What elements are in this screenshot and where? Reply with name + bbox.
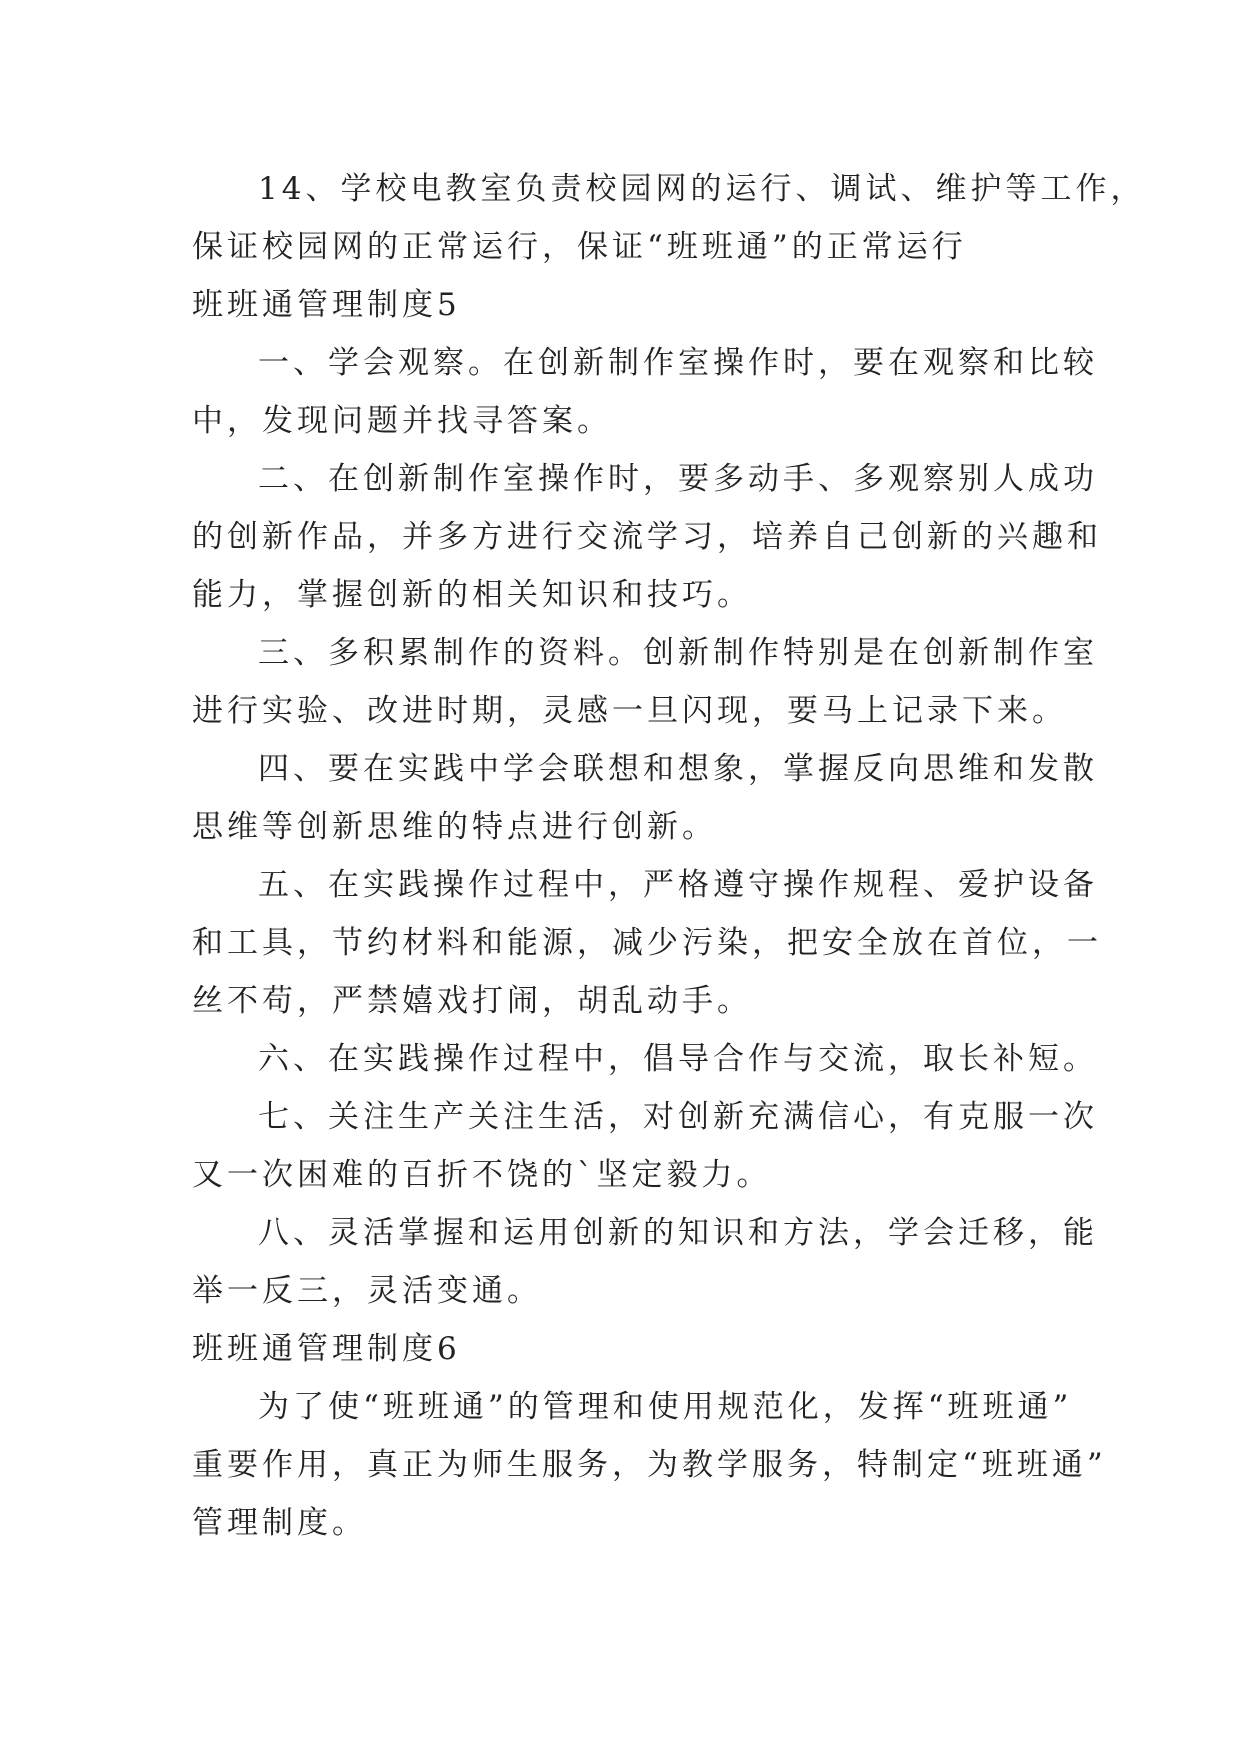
paragraph-line: 14、学校电教室负责校园网的运行、调试、维护等工作， bbox=[258, 171, 1146, 207]
heading-text: 班班通管理制度5 bbox=[192, 287, 461, 323]
paragraph-line: 七、关注生产关注生活，对创新充满信心，有克服一次 bbox=[258, 1099, 1098, 1135]
paragraph-line: 进行实验、改进时期，灵感一旦闪现，要马上记录下来。 bbox=[192, 693, 1067, 729]
paragraph-line: 的创新作品，并多方进行交流学习，培养自己创新的兴趣和 bbox=[192, 519, 1102, 555]
paragraph-line: 思维等创新思维的特点进行创新。 bbox=[192, 809, 717, 845]
paragraph-line: 为了使“班班通”的管理和使用规范化，发挥“班班通” bbox=[258, 1389, 1073, 1425]
heading-text: 班班通管理制度6 bbox=[192, 1331, 461, 1367]
paragraph-line: 五、在实践操作过程中，严格遵守操作规程、爱护设备 bbox=[258, 867, 1098, 903]
paragraph bbox=[192, 740, 1098, 856]
paragraph-line: 中，发现问题并找寻答案。 bbox=[192, 403, 612, 439]
paragraph bbox=[192, 160, 1146, 276]
paragraph-line: 又一次困难的百折不饶的`坚定毅力。 bbox=[192, 1157, 772, 1193]
paragraph bbox=[192, 1204, 1098, 1320]
paragraph-line: 一、学会观察。在创新制作室操作时，要在观察和比较 bbox=[258, 345, 1098, 381]
paragraph bbox=[192, 856, 1102, 1030]
paragraph-line: 八、灵活掌握和运用创新的知识和方法，学会迁移，能 bbox=[258, 1215, 1098, 1251]
document-body bbox=[192, 160, 1146, 1552]
paragraph bbox=[192, 1378, 1107, 1552]
paragraph-line: 举一反三，灵活变通。 bbox=[192, 1273, 542, 1309]
paragraph-line: 管理制度。 bbox=[192, 1505, 367, 1541]
paragraph-line: 四、要在实践中学会联想和想象，掌握反向思维和发散 bbox=[258, 751, 1098, 787]
paragraph-line: 和工具，节约材料和能源，减少污染，把安全放在首位，一 bbox=[192, 925, 1102, 961]
paragraph bbox=[192, 1088, 1098, 1204]
paragraph-line: 三、多积累制作的资料。创新制作特别是在创新制作室 bbox=[258, 635, 1098, 671]
paragraph-line: 二、在创新制作室操作时，要多动手、多观察别人成功 bbox=[258, 461, 1098, 497]
paragraph-line: 能力，掌握创新的相关知识和技巧。 bbox=[192, 577, 752, 613]
section-heading bbox=[192, 1320, 1062, 1378]
paragraph bbox=[192, 624, 1098, 740]
paragraph-line: 重要作用，真正为师生服务，为教学服务，特制定“班班通” bbox=[192, 1447, 1107, 1483]
paragraph bbox=[192, 334, 1098, 450]
paragraph bbox=[192, 1030, 1098, 1088]
paragraph-line: 保证校园网的正常运行，保证“班班通”的正常运行 bbox=[192, 229, 967, 265]
section-heading bbox=[192, 276, 1062, 334]
paragraph bbox=[192, 450, 1102, 624]
paragraph-line: 丝不苟，严禁嬉戏打闹，胡乱动手。 bbox=[192, 983, 752, 1019]
paragraph-line: 六、在实践操作过程中，倡导合作与交流，取长补短。 bbox=[258, 1041, 1098, 1077]
